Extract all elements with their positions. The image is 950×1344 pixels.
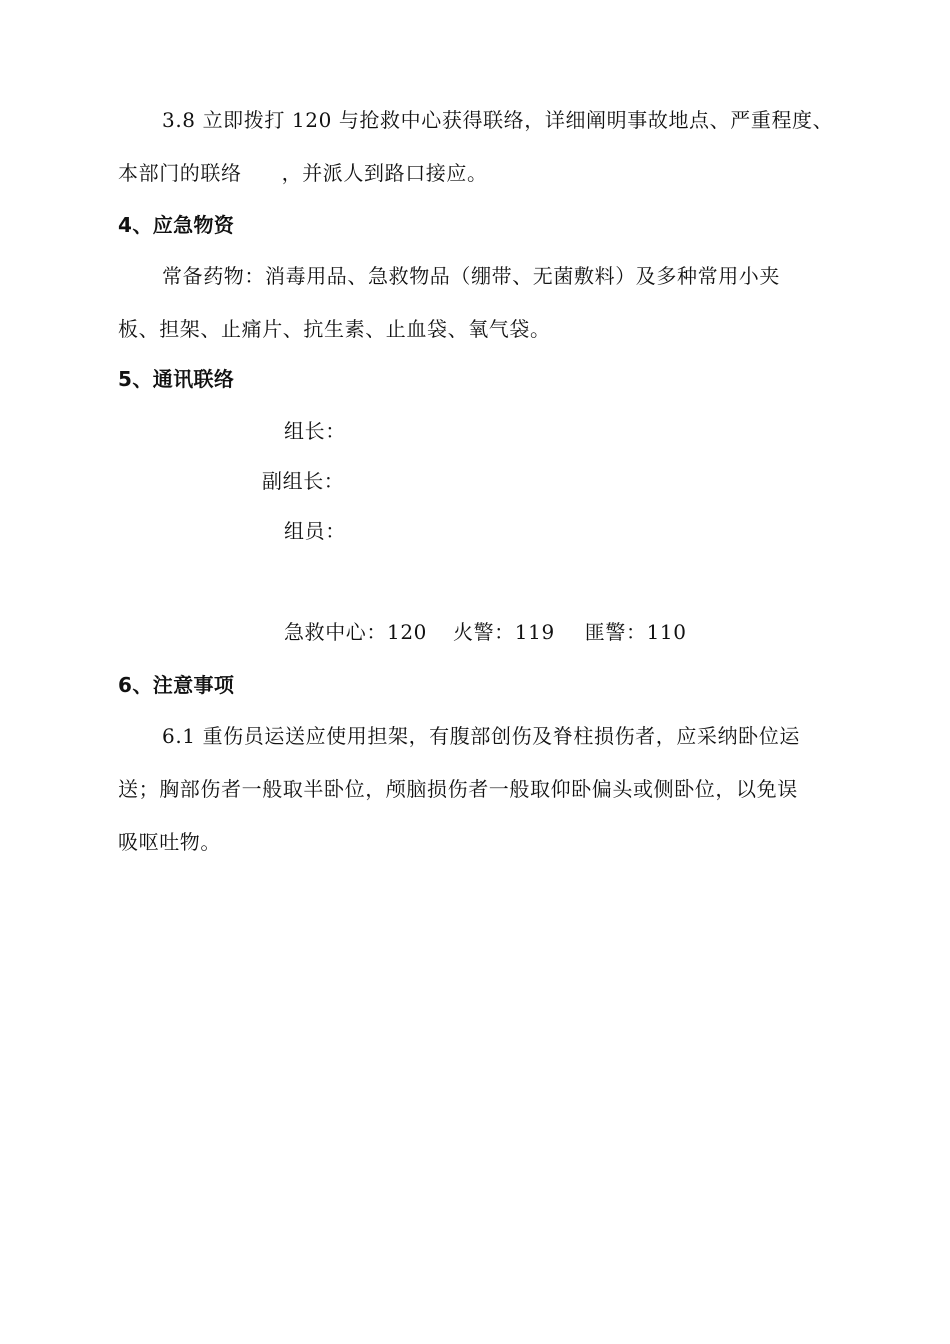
fire-label: 火警： [452, 620, 515, 644]
paragraph-supplies-line-2: 板、担架、止痛片、抗生素、止血袋、氧气袋。 [118, 317, 551, 341]
police-number: 110 [646, 620, 687, 644]
heading-communication: 5、通讯联络 [118, 367, 235, 391]
emergency-numbers [284, 619, 687, 645]
emergency-center-number: 120 [387, 620, 427, 644]
paragraph-supplies-line-1: 常备药物：消毒用品、急救物品（绷带、无菌敷料）及多种常用小夹 [162, 264, 780, 288]
member-label: 组员： [284, 519, 346, 543]
contact-text: 本部门的联络 [118, 161, 242, 185]
heading-precautions: 6、注意事项 [118, 673, 235, 697]
paragraph-6-1-line-3: 吸呕吐物。 [118, 830, 221, 854]
paragraph-3-8-line-2 [118, 160, 488, 186]
deputy-leader-label: 副组长： [262, 469, 345, 493]
paragraph-3-8-line-1: 3.8 立即拨打 120 与抢救中心获得联络，详细阐明事故地点、严重程度、 [162, 108, 834, 132]
paragraph-6-1-line-2: 送；胸部伤者一般取半卧位，颅脑损伤者一般取仰卧偏头或侧卧位，以免误 [118, 777, 798, 801]
emergency-center-label: 急救中心： [284, 620, 387, 644]
police-label: 匪警： [584, 620, 647, 644]
leader-label: 组长： [284, 419, 346, 443]
heading-emergency-supplies: 4、应急物资 [118, 213, 235, 237]
fire-number: 119 [514, 620, 555, 644]
paragraph-6-1-line-1: 6.1 重伤员运送应使用担架，有腹部创伤及脊柱损伤者，应采纳卧位运 [162, 724, 800, 748]
dispatch-text: ，并派人到路口接应。 [281, 161, 488, 185]
